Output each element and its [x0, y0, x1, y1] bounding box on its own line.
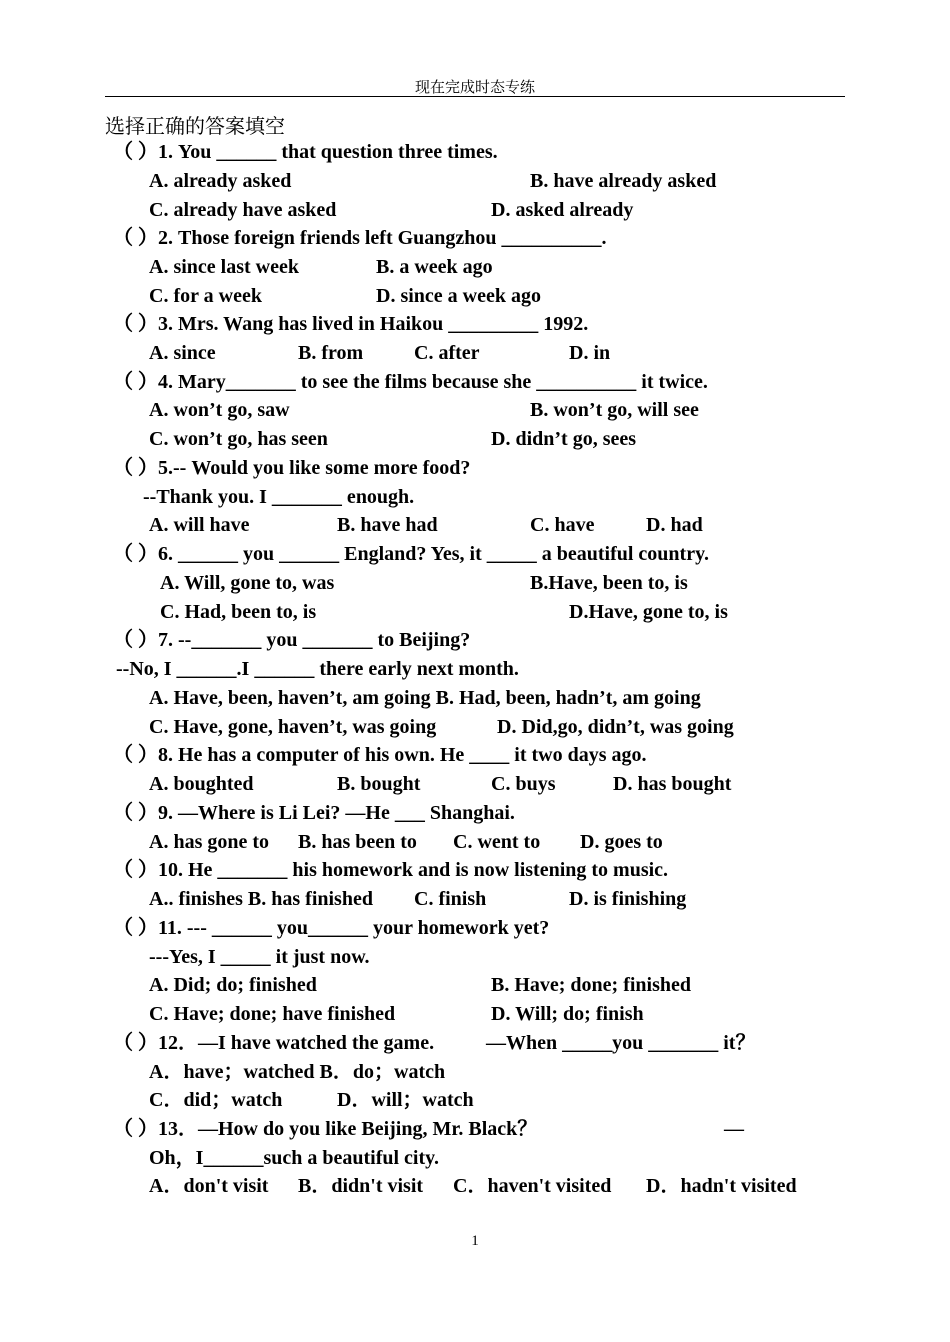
q2-option-c: C. for a week — [149, 285, 262, 307]
q2-option-a: A. since last week — [149, 256, 299, 278]
q5-option-d: D. had — [646, 514, 703, 536]
q10-option-d: D. is finishing — [569, 888, 687, 910]
q3-option-b: B. from — [298, 342, 364, 364]
q9-option-d: D. goes to — [580, 831, 663, 853]
q13-option-d: D．hadn't visited — [646, 1175, 797, 1197]
q9-option-c: C. went to — [453, 831, 541, 853]
q5-option-c: C. have — [530, 514, 595, 536]
q5-option-b: B. have had — [337, 514, 438, 536]
q11-option-d: D. Will; do; finish — [491, 1003, 644, 1025]
question-11-reply: ---Yes, I _____ it just now. — [149, 946, 370, 968]
q1-option-b: B. have already asked — [530, 170, 717, 192]
q9-option-b: B. has been to — [298, 831, 417, 853]
q4-option-d: D. didn’t go, sees — [491, 428, 637, 450]
q10-option-c: C. finish — [414, 888, 487, 910]
page-header: 现在完成时态专练 — [414, 78, 535, 96]
q7-option-d: D. Did,go, didn’t, was going — [497, 716, 734, 738]
q13-option-c: C．haven't visited — [453, 1175, 612, 1197]
question-8: （ ）8. He has a computer of his own. He ____ it two days ago. — [113, 744, 647, 766]
q6-option-a: A. Will, gone to, was — [160, 572, 335, 594]
q12-option-d: D．will；watch — [337, 1089, 474, 1111]
q11-option-c: C. Have; done; have finished — [149, 1003, 396, 1025]
q13-option-a: A．don't visit — [149, 1175, 269, 1197]
question-9: （ ）9. —Where is Li Lei? —He ___ Shanghai. — [113, 802, 515, 824]
q7-option-c: C. Have, gone, haven’t, was going — [149, 716, 437, 738]
question-2: （ ）2. Those foreign friends left Guangzhou __________. — [113, 227, 607, 249]
question-6: （ ）6. ______ you ______ England? Yes, it _____ a beautiful country. — [113, 543, 709, 565]
q3-option-a: A. since — [149, 342, 216, 364]
q4-option-b: B. won’t go, will see — [530, 399, 699, 421]
q10-options-ab: A.. finishes B. has finished — [149, 888, 373, 910]
question-1: （ ）1. You ______ that question three times. — [113, 141, 498, 163]
q8-option-c: C. buys — [491, 773, 556, 795]
q1-option-c: C. already have asked — [149, 199, 337, 221]
question-3: （ ）3. Mrs. Wang has lived in Haikou _________ 1992. — [113, 313, 589, 335]
header-rule — [105, 96, 845, 97]
question-13: （ ）13．—How do you like Beijing, Mr. Black？ — [113, 1118, 538, 1140]
question-5: （ ）5.-- Would you like some more food? — [113, 457, 471, 479]
q12-options-ab: A．have；watched B．do；watch — [149, 1061, 446, 1083]
q12-option-c: C．did；watch — [149, 1089, 283, 1111]
q9-option-a: A. has gone to — [149, 831, 270, 853]
q7-options-ab: A. Have, been, haven’t, am going B. Had, been, hadn’t, am going — [149, 687, 701, 709]
q4-option-c: C. won’t go, has seen — [149, 428, 328, 450]
q3-option-c: C. after — [414, 342, 480, 364]
question-12: （ ）12．—I have watched the game. — [113, 1032, 435, 1054]
question-11: （ ）11. --- ______ you______ your homework yet? — [113, 917, 550, 939]
q2-option-d: D. since a week ago — [376, 285, 541, 307]
q1-option-d: D. asked already — [491, 199, 634, 221]
question-7-reply: --No, I ______.I ______ there early next month. — [116, 658, 519, 680]
q6-option-b: B.Have, been to, is — [530, 572, 688, 594]
exercise-title: 选择正确的答案填空 — [105, 114, 285, 138]
q2-option-b: B. a week ago — [376, 256, 493, 278]
question-7: （ ）7. --_______ you _______ to Beijing? — [113, 629, 471, 651]
q6-option-d: D.Have, gone to, is — [569, 601, 728, 623]
question-13-dash: — — [724, 1118, 744, 1140]
question-4: （ ）4. Mary_______ to see the films because she __________ it twice. — [113, 371, 708, 393]
q8-option-a: A. boughted — [149, 773, 254, 795]
q8-option-d: D. has bought — [613, 773, 732, 795]
q13-option-b: B．didn't visit — [298, 1175, 424, 1197]
question-5-reply: --Thank you. I _______ enough. — [143, 486, 415, 508]
question-12-reply: —When _____you _______ it？ — [486, 1032, 756, 1054]
q8-option-b: B. bought — [337, 773, 421, 795]
question-13-reply: Oh，I______such a beautiful city. — [149, 1147, 440, 1169]
q6-option-c: C. Had, been to, is — [160, 601, 317, 623]
q11-option-b: B. Have; done; finished — [491, 974, 692, 996]
q4-option-a: A. won’t go, saw — [149, 399, 290, 421]
page-number: 1 — [471, 1233, 479, 1249]
question-10: （ ）10. He _______ his homework and is now listening to music. — [113, 859, 669, 881]
q3-option-d: D. in — [569, 342, 611, 364]
q11-option-a: A. Did; do; finished — [149, 974, 317, 996]
q5-option-a: A. will have — [149, 514, 250, 536]
q1-option-a: A. already asked — [149, 170, 292, 192]
